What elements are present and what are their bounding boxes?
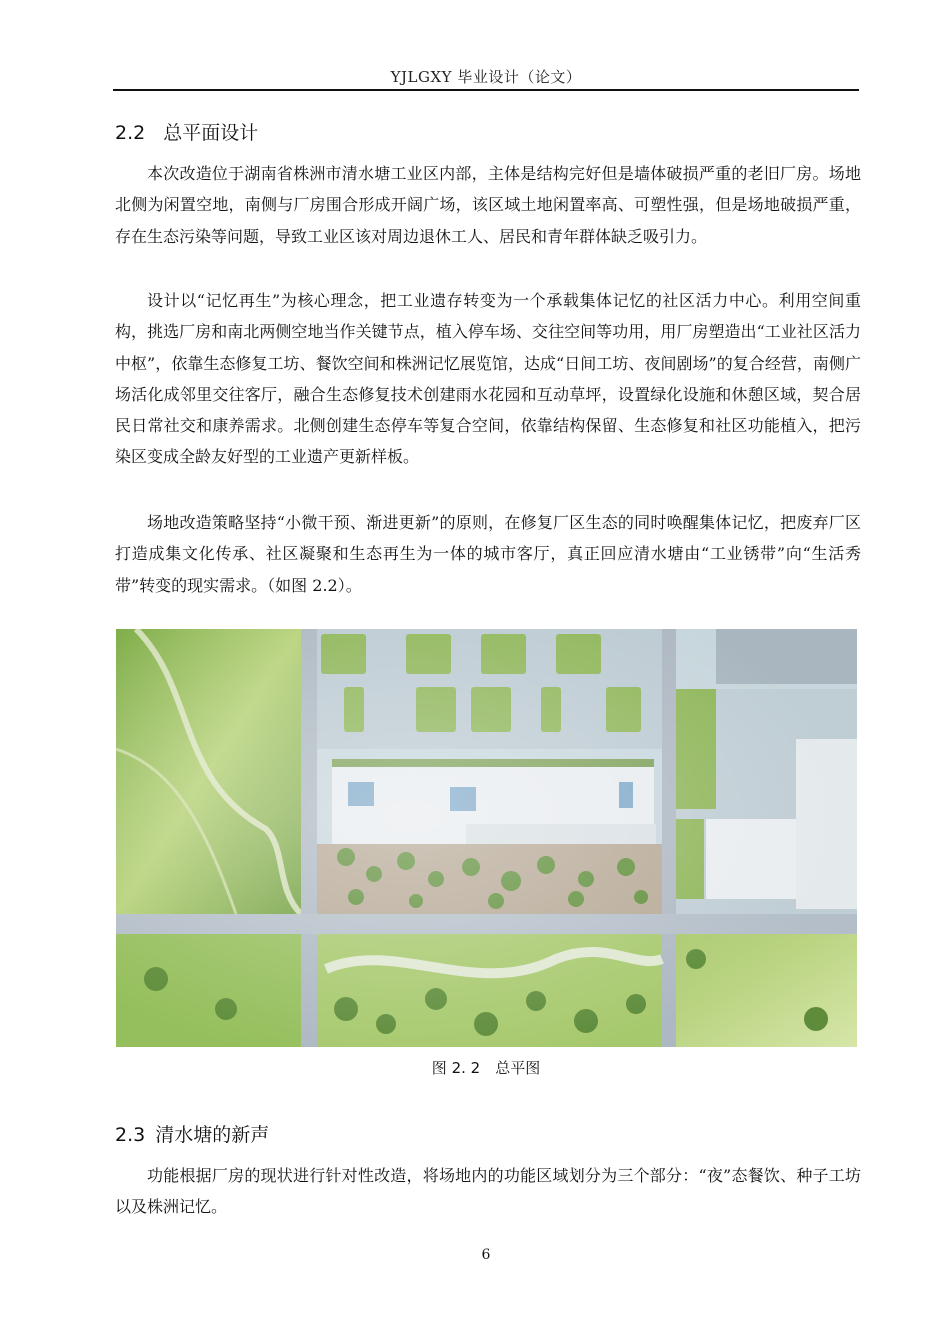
section-title: 清水塘的新声 [155, 1124, 270, 1146]
section-title: 总平面设计 [163, 122, 259, 144]
paragraph: 场地改造策略坚持“小微干预、渐进更新”的原则，在修复厂区生态的同时唤醒集体记忆，把废弃厂区打造成集文化传承、社区凝聚和生态再生为一体的城市客厅，真正回应清水塘由“工业锈带”向“生活秀带”转变的现实需求。（如图 2.2）。 [115, 513, 861, 595]
section-heading-2-2 [115, 118, 258, 145]
paragraph: 本次改造位于湖南省株洲市清水塘工业区内部，主体是结构完好但是墙体破损严重的老旧厂房。场地北侧为闲置空地，南侧与厂房围合形成开阔广场，该区域土地闲置率高、可塑性强，但是场地破损严重，存在生态污染等问题，导致工业区该对周边退休工人、居民和青年群体缺乏吸引力。 [115, 164, 861, 246]
paragraph: 功能根据厂房的现状进行针对性改造，将场地内的功能区域划分为三个部分：“夜”态餐饮、种子工坊以及株洲记忆。 [115, 1166, 861, 1217]
section-number: 2.3 [115, 1124, 146, 1146]
paragraph: 设计以“记忆再生”为核心理念，把工业遗存转变为一个承载集体记忆的社区活力中心。利用空间重构，挑选厂房和南北两侧空地当作关键节点，植入停车场、交往空间等功用，用厂房塑造出“工业社区活力中枢”，依靠生态修复工坊、餐饮空间和株洲记忆展览馆，达成“日间工坊、夜间剧场”的复合经营，南侧广场活化成邻里交往客厅，融合生态修复技术创建雨水花园和互动草坪，设置绿化设施和休憩区域，契合居民日常社交和康养需求。北侧创建生态停车等复合空间，依靠结构保留、生态修复和社区功能植入，把污染区变成全龄友好型的工业遗产更新样板。 [115, 291, 861, 467]
page-header: YJLGXY 毕业设计（论文） [390, 68, 582, 86]
figure-caption: 图 2. 2 总平图 [431, 1059, 541, 1077]
section-heading-2-3 [115, 1120, 269, 1147]
section-number: 2.2 [115, 122, 146, 144]
site-plan-image [116, 629, 857, 1047]
page-number: 6 [481, 1247, 491, 1263]
header-rule [113, 89, 859, 91]
